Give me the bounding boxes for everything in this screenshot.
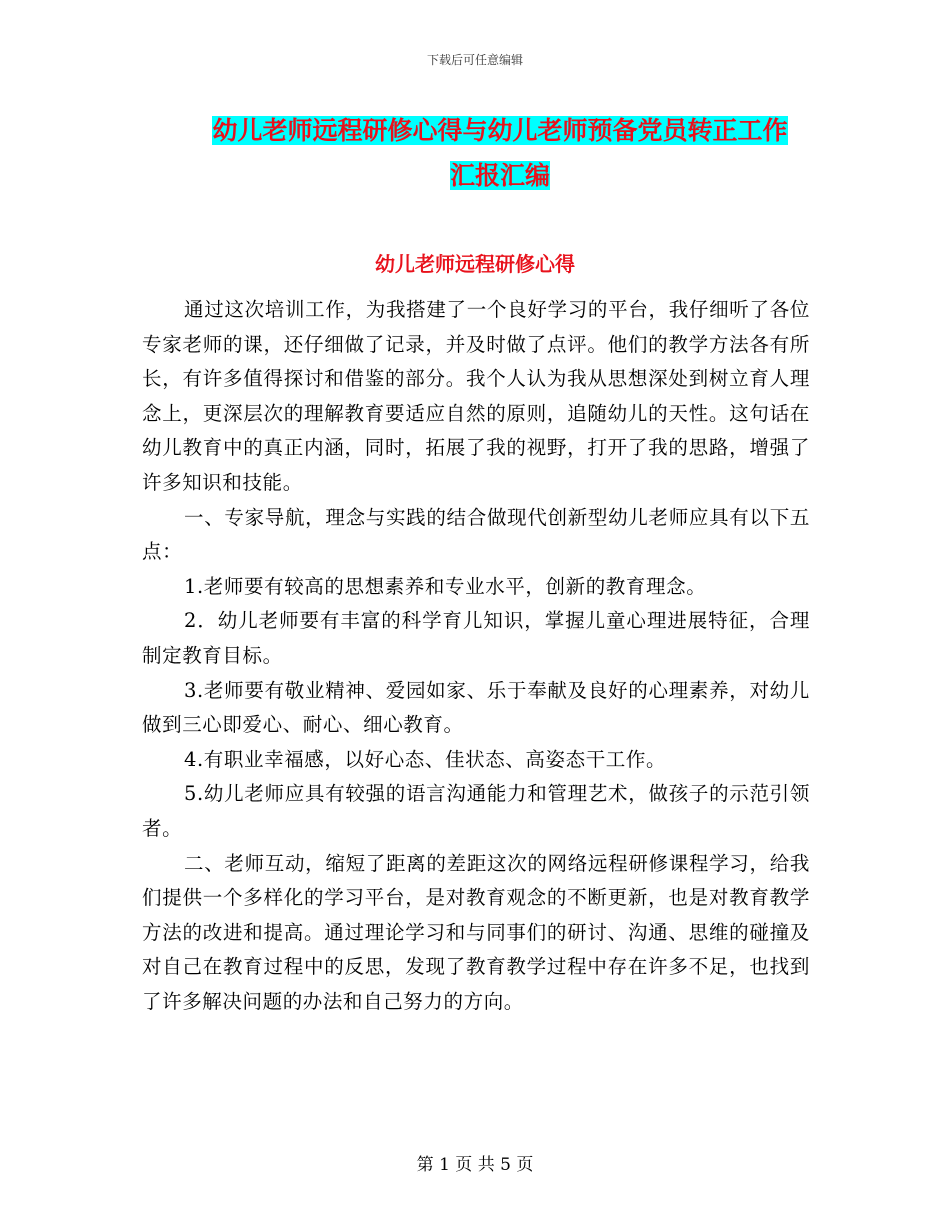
- list-item: 1.老师要有较高的思想素养和专业水平，创新的教育理念。: [184, 574, 707, 598]
- list-item: 5.幼儿老师应具有较强的语言沟通能力和管理艺术，做孩子的示范引领者。: [142, 782, 810, 840]
- paragraph: 通过这次培训工作，为我搭建了一个良好学习的平台，我仔细听了各位专家老师的课，还仔细做了记录，并及时做了点评。他们的教学方法各有所长，有许多值得探讨和借鉴的部分。我个人认为我从思想深处到树立育人理念上，更深层次的理解教育要适应自然的原则，追随幼儿的天性。这句话在幼儿教育中的真正内涵，同时，拓展了我的视野，打开了我的思路，增强了许多知识和技能。: [142, 298, 810, 494]
- page-header-note: 下载后可任意编辑: [426, 53, 523, 67]
- list-item: 4.有职业幸福感，以好心态、佳状态、高姿态干工作。: [184, 747, 667, 771]
- section-title: 幼儿老师远程研修心得: [375, 252, 575, 276]
- document-body: [142, 293, 810, 1019]
- paragraph: 二、老师互动，缩短了距离的差距这次的网络远程研修课程学习，给我们提供一个多样化的学习平台，是对教育观念的不断更新，也是对教育教学方法的改进和提高。通过理论学习和与同事们的研讨、沟通、思维的碰撞及对自己在教育过程中的反思，发现了教育教学过程中存在许多不足，也找到了许多解决问题的办法和自己努力的方向。: [142, 851, 810, 1013]
- list-item: 3.老师要有敬业精神、爱园如家、乐于奉献及良好的心理素养，对幼儿做到三心即爱心、耐心、细心教育。: [142, 678, 810, 737]
- list-item: 2．幼儿老师要有丰富的科学育儿知识，掌握儿童心理进展特征，合理制定教育目标。: [142, 609, 810, 667]
- document-title: [160, 108, 840, 198]
- page-number: 第 1 页 共 5 页: [416, 1155, 534, 1175]
- paragraph: 一、专家导航，理念与实践的结合做现代创新型幼儿老师应具有以下五点：: [142, 505, 810, 564]
- document-title-line-2: 汇报汇编: [449, 161, 550, 190]
- document-title-line-1: 幼儿老师远程研修心得与幼儿老师预备党员转正工作: [212, 116, 788, 145]
